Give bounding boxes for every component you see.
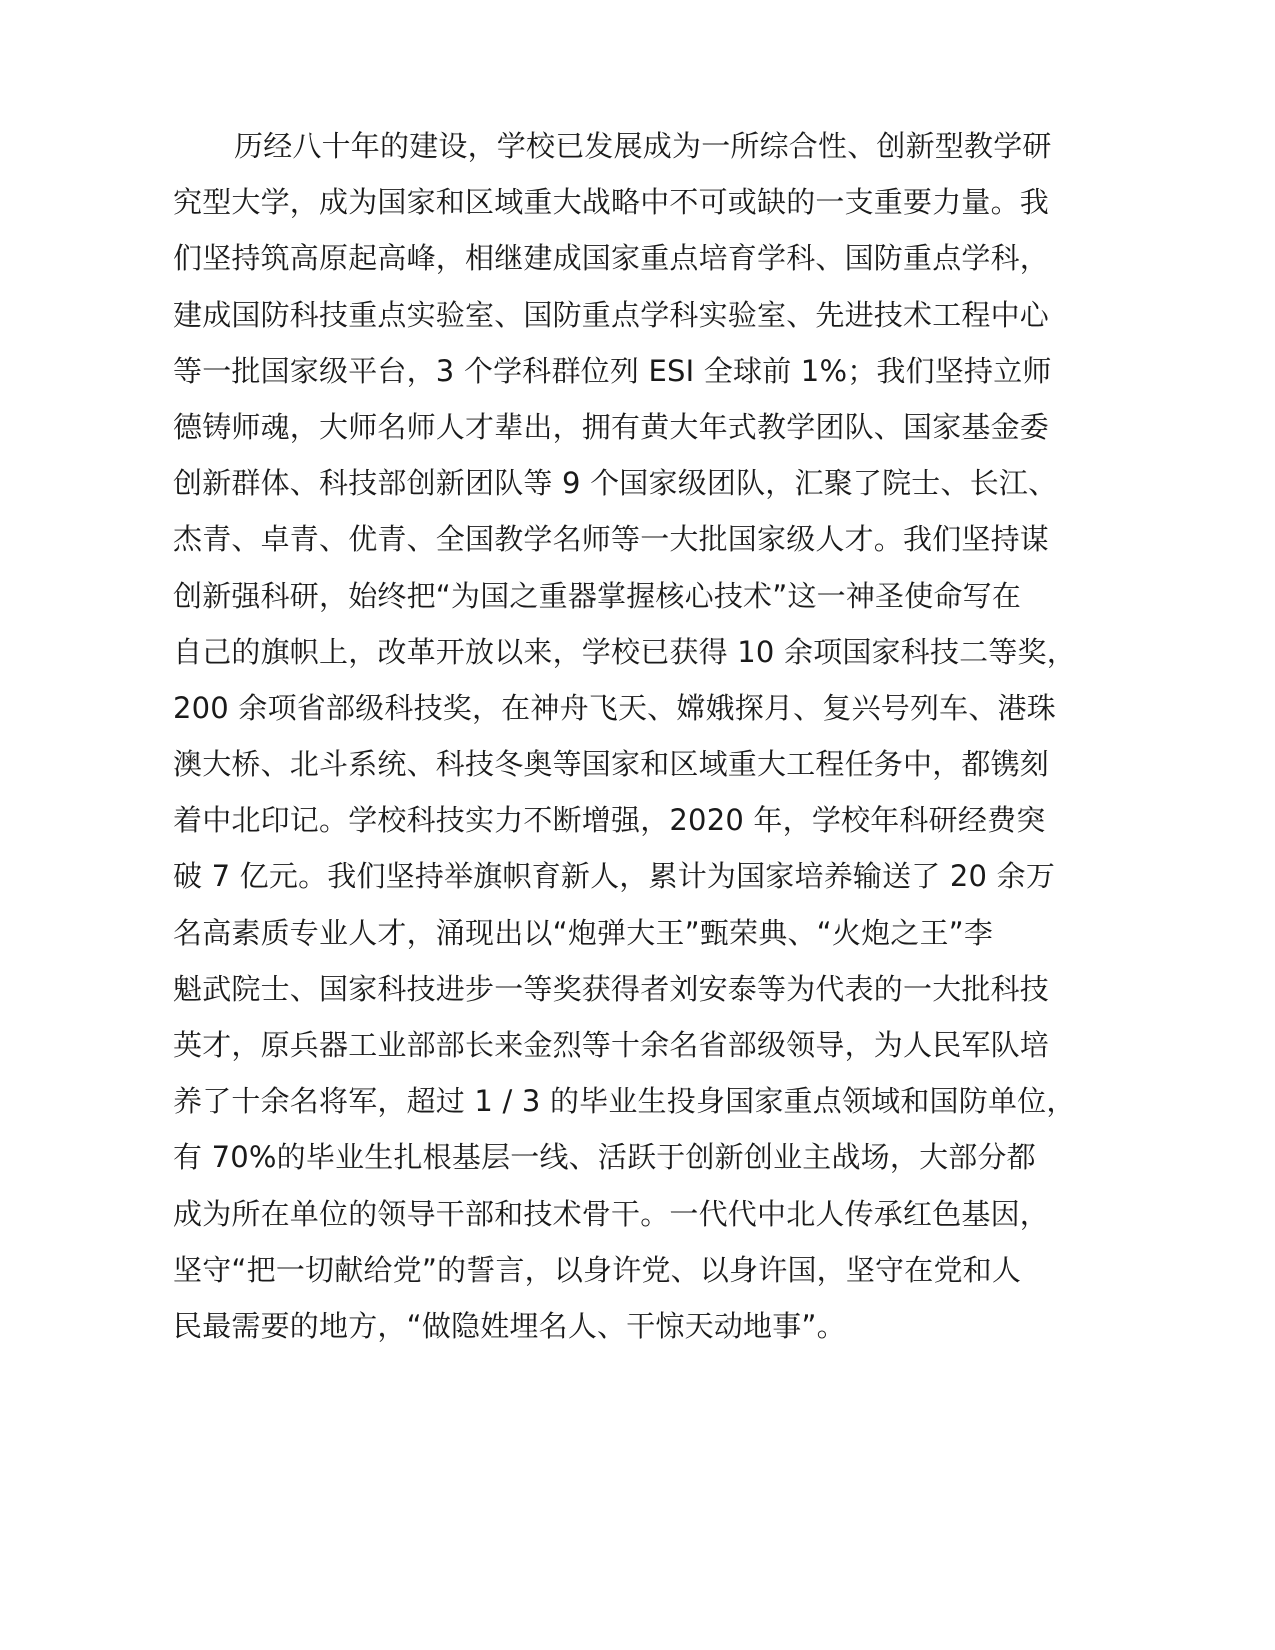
paragraph-line: 魁武院士、国家科技进步一等奖获得者刘安泰等为代表的一大批科技 (173, 971, 1050, 1006)
paragraph-line: 建成国防科技重点实验室、国防重点学科实验室、先进技术工程中心 (173, 297, 1050, 332)
paragraph-line: 澳大桥、北斗系统、科技冬奥等国家和区域重大工程任务中，都镌刻 (173, 747, 1050, 782)
paragraph-line: 英才，原兵器工业部部长来金烈等十余名省部级领导，为人民军队培 (173, 1028, 1050, 1062)
paragraph-line: 创新强科研，始终把“为国之重器掌握核心技术”这一神圣使命写在 (173, 578, 1022, 613)
paragraph-line: 坚守“把一切献给党”的誓言，以身许党、以身许国，坚守在党和人 (173, 1252, 1022, 1287)
paragraph-line: 自己的旗帜上，改革开放以来，学校已获得 10 余项国家科技二等奖， (173, 634, 1076, 669)
paragraph-line: 创新群体、科技部创新团队等 9 个国家级团队，汇聚了院士、长江、 (173, 466, 1058, 501)
paragraph-line: 200 余项省部级科技奖，在神舟飞天、嫦娥探月、复兴号列车、港珠 (173, 690, 1056, 725)
paragraph-line: 们坚持筑高原起高峰，相继建成国家重点培育学科、国防重点学科， (173, 241, 1050, 276)
paragraph-line: 民最需要的地方，“做隐姓埋名人、干惊天动地事”。 (173, 1308, 846, 1343)
paragraph-line: 养了十余名将军，超过 1 / 3 的毕业生投身国家重点领域和国防单位， (173, 1084, 1076, 1119)
paragraph-line: 着中北印记。学校科技实力不断增强，2020 年，学校年科研经费突 (173, 803, 1046, 838)
paragraph-line: 破 7 亿元。我们坚持举旗帜育新人，累计为国家培养输送了 20 余万 (173, 859, 1056, 894)
paragraph-line: 等一批国家级平台，3 个学科群位列 ESI 全球前 1%；我们坚持立师 (173, 353, 1052, 388)
paragraph-line: 成为所在单位的领导干部和技术骨干。一代代中北人传承红色基因， (173, 1196, 1050, 1231)
paragraph-line: 德铸师魂，大师名师人才辈出，拥有黄大年式教学团队、国家基金委 (173, 409, 1050, 444)
paragraph-line: 杰青、卓青、优青、全国教学名师等一大批国家级人才。我们坚持谋 (173, 522, 1050, 557)
paragraph-line: 有 70%的毕业生扎根基层一线、活跃于创新创业主战场，大部分都 (173, 1140, 1036, 1175)
paragraph-line: 名高素质专业人才，涌现出以“炮弹大王”甄荣典、“火炮之王”李 (173, 915, 994, 950)
paragraph-line: 历经八十年的建设，学校已发展成为一所综合性、创新型教学研 (234, 129, 1052, 163)
body-paragraph (0, 118, 1275, 1354)
paragraph-line: 究型大学，成为国家和区域重大战略中不可或缺的一支重要力量。我 (173, 185, 1050, 220)
